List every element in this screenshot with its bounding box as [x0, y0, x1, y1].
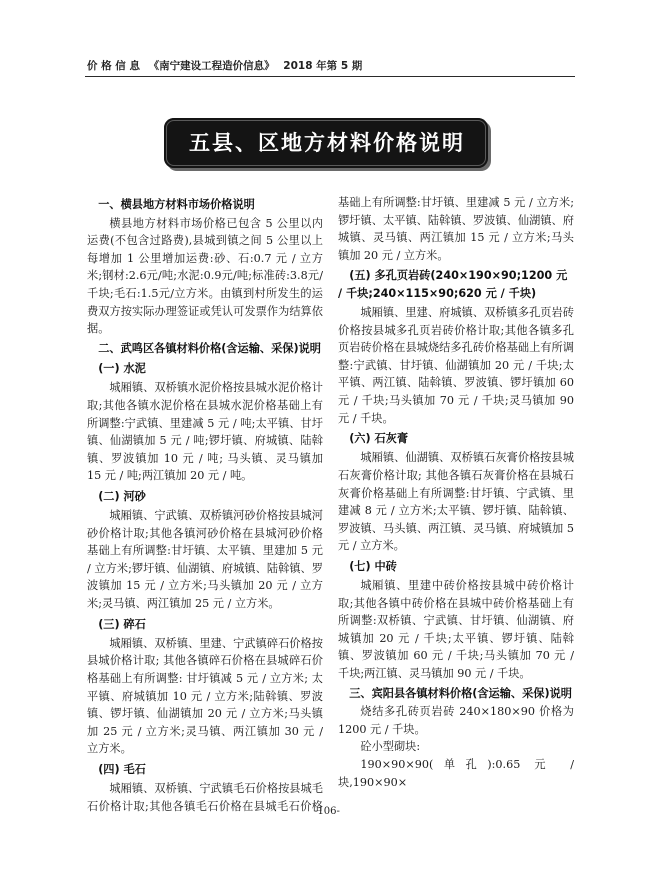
- section-heading-wuming: 二、武鸣区各镇材料价格(含运输、采保)说明: [98, 341, 321, 355]
- paragraph-binyang-brick: 烧结多孔砖页岩砖 240×180×90 价格为 1200 元 / 千块。: [338, 705, 574, 736]
- subsection-heading-rubble-stone: (四) 毛石: [98, 762, 146, 776]
- title-banner: [164, 118, 488, 168]
- paragraph-medium-brick: 城厢镇、里建中砖价格按县城中砖价格计取;其他各镇中砖价格在县城中砖价格基础上有所调整:双桥镇、宁武镇、甘圩镇、仙湖镇、府城镇加 20 元 / 千块;太平镇、锣圩镇、陆斡镇、罗波镇加 60 元 / 千块;马头镇加 70 元 / 千块;两江镇、灵马镇加 90 元 / 千块。: [338, 578, 574, 680]
- paragraph-binyang-block-price: 190×90×90(单孔):0.65 元 / 块,190×90×: [338, 757, 574, 789]
- paragraph-crushed-stone: 城厢镇、双桥镇、里建、宁武镇碎石价格按县城价格计取; 其他各镇碎石价格在县城碎石价格基础上有所调整: 甘圩镇减 5 元 / 立方米; 太平镇、府城镇加 10 元 / 立方米;陆斡镇、罗波镇、锣圩镇、仙湖镇加 20 元 / 立方米;马头镇加 25 元 / 立方米;灵马镇、两江镇加 30 元 / 立方米。: [87, 636, 323, 756]
- paragraph-river-sand: 城厢镇、宁武镇、双桥镇河砂价格按县城河砂价格计取;其他各镇河砂价格在县城河砂价格基础上有所调整:甘圩镇、太平镇、里建加 5 元 / 立方米;锣圩镇、仙湖镇、府城镇、陆斡镇、罗波镇加 15 元 / 立方米;马头镇加 20 元 / 立方米;灵马镇、两江镇加 25 元 / 立方米。: [87, 509, 323, 611]
- page-title: 五县、区地方材料价格说明: [189, 131, 465, 155]
- page-number: -106-: [314, 806, 340, 817]
- subsection-heading-shale-brick: (五) 多孔页岩砖(240×190×90;1200 元 / 千块;240×115×90;620 元 / 千块): [338, 269, 568, 300]
- paragraph-hengxian: 横县地方材料市场价格已包含 5 公里以内运费(不包含过路费),县城到镇之间 5 公里以上每增加 1 公里增加运费:砂、石:0.7 元 / 立方米;钢材:2.6元/吨;水泥:0.9元/吨;标准砖:3.8元/千块;毛石:1.5元/立方米。由镇到村所发生的运费双方按实际办理签证或凭认可发票作为结算依据。: [87, 216, 323, 336]
- paragraph-binyang-block-label: 砼小型砌块:: [360, 740, 421, 754]
- subsection-heading-lime-putty: (六) 石灰膏: [349, 432, 409, 446]
- issue-number: 2018 年第 5 期: [283, 60, 363, 72]
- subsection-heading-cement: (一) 水泥: [98, 362, 146, 376]
- article-body: [87, 194, 574, 815]
- subsection-heading-crushed-stone: (三) 碎石: [98, 617, 146, 631]
- journal-title: 《南宁建设工程造价信息》: [148, 60, 275, 72]
- section-heading-binyang: 三、宾阳县各镇材料价格(含运输、采保)说明: [349, 686, 572, 700]
- subsection-heading-river-sand: (二) 河砂: [98, 490, 146, 503]
- section-heading-hengxian: 一、横县地方材料市场价格说明: [98, 198, 255, 211]
- paragraph-shale-brick: 城厢镇、里建、府城镇、双桥镇多孔页岩砖价格按县城多孔页岩砖价格计取;其他各镇多孔页岩砖价格在县城烧结多孔砖价格基础上有所调整:宁武镇、甘圩镇、仙湖镇加 20 元 / 千块;太平镇、两江镇、陆斡镇、罗波镇、锣圩镇加 60 元 / 千块;马头镇加 70 元 / 千块;灵马镇加 90 元 / 千块。: [338, 306, 574, 425]
- paragraph-lime-putty: 城厢镇、仙湖镇、双桥镇石灰膏价格按县城石灰膏价格计取; 其他各镇石灰膏价格在县城石灰膏价格基础上有所调整:甘圩镇、宁武镇、里建减 8 元 / 立方米;太平镇、锣圩镇、陆斡镇、罗波镇、马头镇、两江镇、灵马镇、府城镇加 5 元 / 立方米。: [338, 451, 574, 553]
- header-rule: [85, 76, 575, 77]
- running-header: [87, 58, 367, 73]
- paragraph-rubble-stone: 城厢镇、双桥镇、宁武镇毛石价格按县城毛石价格计取;其他各镇毛石价格在县城毛石价格基础上有所调整:甘圩镇、里建减 5 元 / 立方米;锣圩镇、太平镇、陆斡镇、罗波镇、仙湖镇、府城镇、灵马镇、两江镇加 15 元 / 立方米;马头镇加 20 元 / 立方米。: [87, 196, 574, 813]
- column-label: 价 格 信 息: [87, 60, 140, 72]
- paragraph-cement: 城厢镇、双桥镇水泥价格按县城水泥价格计取;其他各镇水泥价格在县城水泥价格基础上有所调整:宁武镇、里建减 5 元 / 吨;太平镇、甘圩镇、仙湖镇加 5 元 / 吨;锣圩镇、府城镇、陆斡镇、罗波镇加 10 元 / 吨; 马头镇、灵马镇加 15 元 / 吨;两江镇加 20 元 / 吨。: [87, 381, 323, 483]
- subsection-heading-medium-brick: (七) 中砖: [349, 559, 397, 573]
